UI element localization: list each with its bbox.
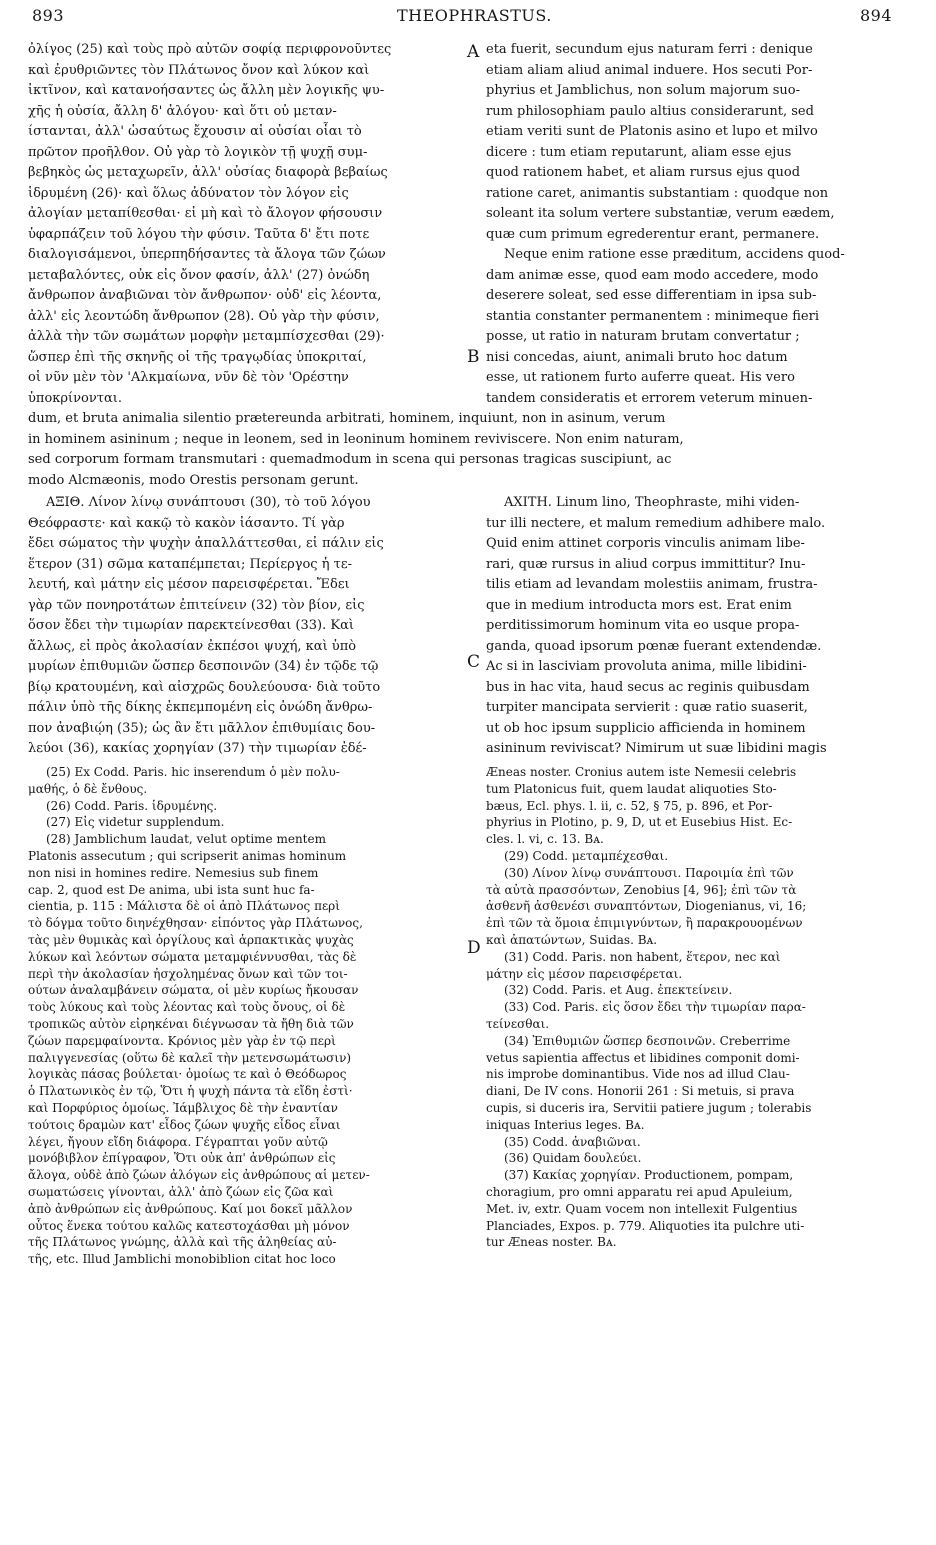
text-line: (35) Codd. ἀναβιῶναι. <box>504 1134 641 1149</box>
text-line: posse, ut ratio in naturam brutam convertatur ; <box>486 329 800 344</box>
text-line: λέγει, ἤγουν εἴδη διάφορα. Γέγραπται γοῦν αὐτῷ <box>28 1134 328 1149</box>
text-line: ὀλίγος (25) καὶ τοὺς πρὸ αὐτῶν σοφίᾳ περιφρονοῦντες <box>28 42 392 57</box>
text-line: quæ cum primum egrederentur erant, permanere. <box>486 226 820 242</box>
text-line: (32) Codd. Paris. et Aug. ἐπεκτείνειν. <box>504 983 733 998</box>
text-line: (31) Codd. Paris. non habent, ἕτερον, nec καὶ <box>504 949 781 964</box>
text-line: (36) Quidam δουλεύει. <box>504 1151 642 1166</box>
text-line: ἀλλ' εἰς λεοντώδη ἄνθρωπον (28). Οὐ γὰρ τὴν φύσιν, <box>28 308 380 324</box>
text-line: ἔδει σώματος τὴν ψυχὴν ἀπαλλάττεσθαι, εἰ πάλιν εἰς <box>28 536 384 551</box>
text-line: deserere soleat, sed esse differentiam in ipsa sub- <box>486 288 817 303</box>
page-number-left: 893 <box>32 6 65 25</box>
text-line: ὅσον ἔδει τὴν τιμωρίαν παρεκτείνεσθαι (33). Καὶ <box>28 618 354 633</box>
text-line: σωματώσεις γίνονται, ἀλλ' ἀπὸ ζώων εἰς ζῶα καὶ <box>28 1184 334 1199</box>
text-line: asininum reviviscat? Nimirum ut suæ libidini magis <box>486 741 827 756</box>
text-line: μαθής, ὁ δὲ ἔνθους. <box>28 781 148 796</box>
text-line: bæus, Ecl. phys. l. ii, c. 52, § 75, p. 896, et Por- <box>486 798 773 813</box>
margin-letter-d: D <box>467 938 481 958</box>
latin-text-top <box>486 40 926 409</box>
text-line: Θεόφραστε· καὶ κακῷ τὸ κακὸν ἰάσαντο. Τί γὰρ <box>28 515 345 531</box>
text-line: eta fuerit, secundum ejus naturam ferri : denique <box>486 42 813 57</box>
text-line: cupis, si duceris ira, Servitii patiere jugum ; tolerabis <box>486 1100 812 1115</box>
text-line: (34) Ἐπιθυμιῶν ὥσπερ δεσποινῶν. Creberrime <box>504 1033 791 1048</box>
text-line: τὸ δόγμα τοῦτο διηνέχθησαν· εἰπόντος γὰρ Πλάτωνος, <box>28 916 363 931</box>
text-line: μονόβιβλον ἐπίγραφον, Ὅτι οὐκ ἀπ' ἀνθρώπων εἰς <box>28 1151 336 1166</box>
margin-letter-b: B <box>467 347 480 367</box>
text-line: phyrius et Jamblichus, non solum majorum suo- <box>486 83 800 98</box>
text-line: (26) Codd. Paris. ἱδρυμένης. <box>46 798 218 813</box>
text-line: Quid enim attinet corporis vinculis animam libe- <box>486 536 805 551</box>
text-line: iniquas Interius leges. Bᴀ. <box>486 1117 645 1132</box>
text-line: etiam aliam aliud animal induere. Hos secuti Por- <box>486 62 813 78</box>
text-line: τοὺς λύκους καὶ τοὺς λέοντας καὶ τοὺς ὄνους, οἱ δὲ <box>28 1000 346 1015</box>
text-line: ratione caret, animantis substantiam : quodque non <box>486 185 829 201</box>
dialogue-latin <box>486 493 926 760</box>
text-line: τείνεσθαι. <box>486 1016 550 1031</box>
text-line: μυρίων ἐπιθυμιῶν ὥσπερ δεσποινῶν (34) ἐν τῷδε τῷ <box>28 659 379 674</box>
text-line: bus in hac vita, haud secus ac reginis quibusdam <box>486 679 810 695</box>
text-line: τούτοις δραμὼν κατ' εἶδος ζώων ψυχῆς εἶδος εἶναι <box>28 1117 341 1132</box>
text-line: tum Platonicus fuit, quem laudat aliquoties Sto- <box>486 781 777 796</box>
text-line: μάτην εἰς μέσον παρεισφέρεται. <box>486 966 683 981</box>
text-line: que in medium introducta mors est. Erat enim <box>486 597 792 613</box>
text-line: ἐπὶ τῶν τὰ ὅμοια ἐπιμιγνύντων, ἢ παρακρουομένων <box>486 916 803 931</box>
text-line: cientia, p. 115 : Μάλιστα δὲ οἱ ἀπὸ Πλάτωνος περὶ <box>28 899 340 914</box>
text-line: ΑΞΙΘ. Λίνον λίνῳ συνάπτουσι (30), τὸ τοῦ λόγου <box>46 495 371 510</box>
text-line: ἱδρυμένη (26)· καὶ ὅλως ἀδύνατον τὸν λόγον εἰς <box>28 185 349 201</box>
text-line: τῆς Πλάτωνος γνώμης, ἀλλὰ καὶ τῆς ἀληθείας αὐ- <box>28 1235 337 1250</box>
text-line: ἰκτῖνον, καὶ κατανοήσαντες ὡς ἄλλη μὲν λογικῆς ψυ- <box>28 83 385 98</box>
text-line: βίῳ κρατουμένη, καὶ αἰσχρῶς δουλεύουσα· διὰ τοῦτο <box>28 679 381 695</box>
text-line: Platonis assecutum ; qui scripserit animas hominum <box>28 848 347 863</box>
text-line: τὰ αὐτὰ πρασσόντων, Zenobius [4, 96]; ἐπὶ τῶν τὰ <box>486 882 797 897</box>
text-line: modo Alcmæonis, modo Orestis personam gerunt. <box>28 472 359 488</box>
text-line: rum philosophiam paulo altius considerarunt, sed <box>486 103 814 119</box>
text-line: (28) Jamblichum laudat, velut optime mentem <box>46 832 326 847</box>
text-line: γὰρ τῶν πονηροτάτων ἐπιτείνειν (32) τὸν βίον, εἰς <box>28 597 365 613</box>
text-line: non nisi in homines redire. Nemesius sub finem <box>28 865 319 880</box>
text-line: cap. 2, quod est De anima, ubi ista sunt huc fa- <box>28 882 315 897</box>
margin-letter-a: A <box>467 42 480 62</box>
text-line: λύκων καὶ λεόντων σώματα μεταμφιέννυσθαι, τὰς δὲ <box>28 949 357 964</box>
text-line: phyrius in Plotino, p. 9, D, ut et Eusebius Hist. Ec- <box>486 815 793 830</box>
text-line: (25) Ex Codd. Paris. hic inserendum ὁ μὲν πολυ- <box>46 765 340 779</box>
text-line: λευτή, καὶ μάτην εἰς μέσον παρεισφέρεται. Ἔδει <box>28 577 350 592</box>
text-line: ὥσπερ ἐπὶ τῆς σκηνῆς οἱ τῆς τραγῳδίας ὑποκριταί, <box>28 349 367 365</box>
text-line: βεβηκὸς ὡς μεταχωρεῖν, ἀλλ' οὐσίας διαφορὰ βεβαίως <box>28 165 388 180</box>
text-line: (37) Κακίας χορηγίαν. Productionem, pompam, <box>504 1168 794 1183</box>
text-line: Ac si in lasciviam provoluta anima, mille libidini- <box>486 659 807 674</box>
text-line: tur Æneas noster. Bᴀ. <box>486 1235 617 1250</box>
text-line: vetus sapientia affectus et libidines componit domi- <box>486 1050 800 1065</box>
text-line: perditissimorum hominum vita eo usque propa- <box>486 618 800 633</box>
text-line: τῆς, etc. Illud Jamblichi monobiblion citat hoc loco <box>28 1252 336 1267</box>
text-line: etiam veriti sunt de Platonis asino et lupo et milvo <box>486 124 818 139</box>
latin-text-full-width <box>28 409 928 491</box>
margin-letter-c: C <box>467 652 481 672</box>
text-line: ἄλλως, εἰ πρὸς ἀκολασίαν ἐκπέσοι ψυχή, καὶ ὑπὸ <box>28 638 357 654</box>
text-line: ούτων ἀναλαμβάνειν σώματα, οἱ μὲν κυρίως ἤκουσαν <box>28 983 359 998</box>
text-line: τὰς μὲν θυμικὰς καὶ ὀργίλους καὶ ἁρπακτικὰς ψυχὰς <box>28 932 354 947</box>
text-line: (27) Εἰς videtur supplendum. <box>46 815 225 830</box>
text-line: παλιγγενεσίας (οὕτω δὲ καλεῖ τὴν μετενσωμάτωσιν) <box>28 1050 352 1065</box>
text-line: ζώων παρεμφαίνοντα. Κρόνιος μὲν γὰρ ἐν τῷ περὶ <box>28 1033 336 1048</box>
text-line: πον ἀναβιῴη (35); ὡς ἂν ἔτι μᾶλλον ἐπιθυμίαις δου- <box>28 720 376 736</box>
text-line: tandem consideratis et errorem veterum minuen- <box>486 390 813 406</box>
text-line: ut ob hoc ipsum supplicio afficienda in hominem <box>486 720 806 736</box>
text-line: καὶ ἀπατώντων, Suidas. Bᴀ. <box>486 932 658 947</box>
text-line: Met. iv, extr. Quam vocem non intellexit Fulgentius <box>486 1201 798 1216</box>
text-line: turpiter mancipata servierit : quæ ratio suaserit, <box>486 700 808 715</box>
footnotes-left <box>28 764 468 1268</box>
text-line: ὑποκρίνονται. <box>28 390 122 406</box>
text-line: οἱ νῦν μὲν τὸν 'Αλκμαίωνα, νῦν δὲ τὸν 'Ορέστην <box>28 370 349 385</box>
text-line: in hominem asininum ; neque in leonem, sed in leoninum hominem reviviscere. Non enim naturam, <box>28 431 684 447</box>
text-line: tilis etiam ad levandam molestiis animam, frustra- <box>486 577 818 592</box>
text-line: quod rationem habet, et aliam rursus ejus quod <box>486 165 801 180</box>
footnotes-right <box>486 764 926 1251</box>
text-line: ὑφαρπάζειν τοῦ λόγου τὴν φύσιν. Ταῦτα δ' ἔτι ποτε <box>28 226 370 242</box>
text-line: λογικὰς πάσας βούλεται· ὁμοίως τε καὶ ὁ Θεόδωρος <box>28 1067 347 1082</box>
text-line: diani, De IV cons. Honorii 261 : Si metuis, si prava <box>486 1084 795 1099</box>
text-line: nisi concedas, aiunt, animali bruto hoc datum <box>486 349 788 365</box>
text-line: tur illi nectere, et malum remedium adhibere malo. <box>486 515 826 531</box>
text-line: καὶ Πορφύριος ὁμοίως. Ἰάμβλιχος δὲ τὴν ἐναντίαν <box>28 1100 338 1115</box>
greek-text-top <box>28 40 468 409</box>
text-line: ἄλογα, οὐδὲ ἀπὸ ζώων ἀλόγων εἰς ἀνθρώπους αἱ μετεν- <box>28 1168 370 1183</box>
text-line: οὗτος ἕνεκα τούτου καλῶς κατεστοχάσθαι μὴ μόνον <box>28 1218 350 1233</box>
text-line: πάλιν ὑπὸ τῆς δίκης ἐκπεμπομένη εἰς ὀνώδη ἄνθρω- <box>28 700 373 715</box>
text-line: ἀλογίαν μεταπίθεσθαι· εἰ μὴ καὶ τὸ ἄλογον φήσουσιν <box>28 206 383 221</box>
text-line: πρῶτον προῆλθον. Οὐ γὰρ τὸ λογικὸν τῇ ψυχῇ συμ- <box>28 144 368 160</box>
text-line: ἀλλὰ τὴν τῶν σωμάτων μορφὴν μεταμπίσχεσθαι (29)· <box>28 329 385 344</box>
text-line: nis improbe dominantibus. Vide nos ad illud Clau- <box>486 1067 790 1082</box>
text-line: stantia constanter permanentem : minimeque fieri <box>486 308 819 324</box>
text-line: dam animæ esse, quod eam modo accedere, modo <box>486 267 819 283</box>
text-line: ἀσθενῆ ἀσθενέσι συναπτόντων, Diogenianus, vi, 16; <box>486 899 807 914</box>
running-title: THEOPHRASTUS. <box>397 6 552 25</box>
text-line: ὁ Πλατωνικὸς ἐν τῷ, Ὅτι ἡ ψυχὴ πάντα τὰ εἴδη ἐστὶ· <box>28 1084 353 1099</box>
text-line: ἄνθρωπον ἀναβιῶναι τὸν ἄνθρωπον· οὐδ' εἰς λέοντα, <box>28 288 382 303</box>
text-line: choragium, pro omni apparatu rei apud Apuleium, <box>486 1184 793 1199</box>
text-line: χῆς ἡ οὐσία, ἄλλη δ' ἀλόγου· καὶ ὅτι οὐ μεταν- <box>28 103 337 119</box>
text-line: dicere : tum etiam reputarunt, aliam esse ejus <box>486 144 792 160</box>
text-line: λεύοι (36), κακίας χορηγίαν (37) τὴν τιμωρίαν ἐδέ- <box>28 741 367 756</box>
text-line: cles. l. vi, c. 13. Bᴀ. <box>486 832 604 847</box>
text-line: καὶ ἐρυθριῶντες τὸν Πλάτωνος ὄνον καὶ λύκον καὶ <box>28 62 370 78</box>
text-line: μεταβαλόντες, οὐκ εἰς ὄνον φασίν, ἀλλ' (27) ὀνώδη <box>28 267 370 283</box>
text-line: Æneas noster. Cronius autem iste Nemesii celebris <box>486 765 797 779</box>
text-line: ganda, quoad ipsorum pœnæ fuerant extendendæ. <box>486 638 822 654</box>
dialogue-greek <box>28 493 468 760</box>
page-number-right: 894 <box>860 6 893 25</box>
text-line: soleant ita solum vertere substantiæ, verum eædem, <box>486 206 835 221</box>
text-line: Neque enim ratione esse præditum, accidens quod- <box>504 247 845 262</box>
text-line: rari, quæ rursus in aliud corpus immittitur? Inu- <box>486 556 806 572</box>
text-line: dum, et bruta animalia silentio prætereunda arbitrati, hominem, inquiunt, non in asinum, verum <box>28 411 666 426</box>
text-line: (29) Codd. μεταμπέχεσθαι. <box>504 848 669 863</box>
text-line: sed corporum formam transmutari : quemadmodum in scena qui personas tragicas suscipiunt, ac <box>28 452 672 467</box>
text-line: ἕτερον (31) σῶμα καταπέμπεται; Περίεργος ἡ τε- <box>28 556 352 572</box>
text-line: (33) Cod. Paris. εἰς ὅσον ἔδει τὴν τιμωρίαν παρα- <box>504 1000 806 1015</box>
text-line: περὶ τὴν ἀκολασίαν ἠσχολημένας ὄνων καὶ τῶν τοι- <box>28 966 348 981</box>
text-line: esse, ut rationem furto auferre queat. His vero <box>486 370 795 385</box>
text-line: ἀπὸ ἀνθρώπων εἰς ἀνθρώπους. Καί μοι δοκεῖ μᾶλλον <box>28 1201 353 1216</box>
text-line: (30) Λίνον λίνῳ συνάπτουσι. Παροιμία ἐπὶ τῶν <box>504 865 794 880</box>
text-line: AXITH. Linum lino, Theophraste, mihi viden- <box>504 495 800 510</box>
text-line: τροπικῶς αὐτὸν εἰρηκέναι διέγνωσαν τὰ ἤθη διὰ τῶν <box>28 1016 354 1031</box>
text-line: ίστανται, ἀλλ' ὡσαύτως ἔχουσιν αἱ οὐσίαι οἷαι τὸ <box>28 124 362 139</box>
text-line: διαλογισάμενοι, ὑπερπηδήσαντες τὰ ἄλογα τῶν ζώων <box>28 247 386 262</box>
text-line: Planciades, Expos. p. 779. Aliquoties ita pulchre uti- <box>486 1218 805 1233</box>
